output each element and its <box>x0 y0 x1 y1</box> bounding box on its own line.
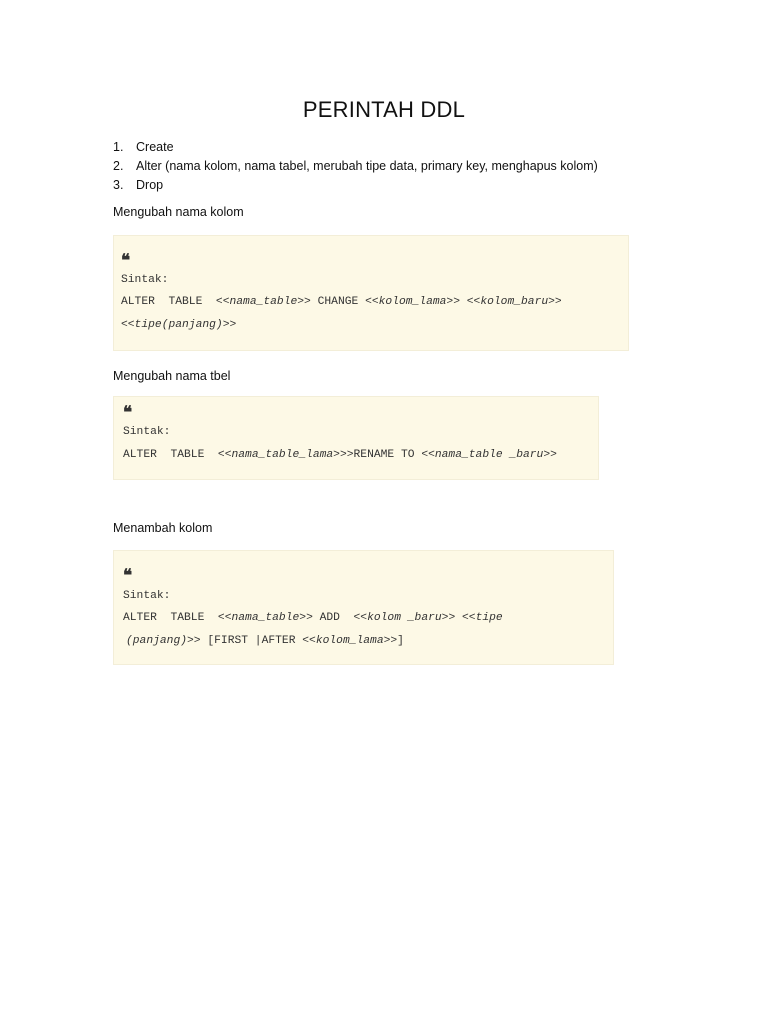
list-item <box>113 176 598 195</box>
quote-icon: ❝ <box>121 251 131 271</box>
list-item <box>113 157 598 176</box>
list-text: Create <box>136 140 174 154</box>
syntax-line-1: ALTER TABLE <<nama_table_lama>>>RENAME TO <<nama_table _baru>> <box>123 449 557 461</box>
syntax-label: Sintak: <box>121 274 169 286</box>
list-text: Alter (nama kolom, nama tabel, merubah tipe data, primary key, menghapus kolom) <box>136 159 598 173</box>
syntax-label: Sintak: <box>123 426 171 438</box>
list-number: 2. <box>113 159 124 173</box>
quote-icon: ❝ <box>123 403 133 423</box>
syntax-line-1: ALTER TABLE <<nama_table>> CHANGE <<kolom_lama>> <<kolom_baru>> <box>121 296 562 308</box>
syntax-line-1: ALTER TABLE <<nama_table>> ADD <<kolom _baru>> <<tipe <box>123 612 503 624</box>
syntax-label: Sintak: <box>123 590 171 602</box>
syntax-block-rename-column <box>113 235 629 351</box>
list-text: Drop <box>136 178 164 192</box>
syntax-line-2: (panjang)>> [FIRST |AFTER <<kolom_lama>>] <box>126 635 404 647</box>
section-heading-rename-column: Mengubah nama kolom <box>113 205 244 219</box>
syntax-line-2: <<tipe(panjang)>> <box>121 319 237 331</box>
list-item <box>113 138 598 157</box>
page-title: PERINTAH DDL <box>302 97 466 122</box>
ddl-command-list <box>113 138 598 195</box>
section-heading-add-column: Menambah kolom <box>113 521 213 535</box>
section-heading-rename-table: Mengubah nama tbel <box>113 369 231 383</box>
syntax-block-add-column <box>113 550 614 665</box>
quote-icon: ❝ <box>123 566 133 586</box>
list-number: 1. <box>113 140 124 154</box>
list-number: 3. <box>113 178 124 192</box>
syntax-block-rename-table <box>113 396 599 480</box>
